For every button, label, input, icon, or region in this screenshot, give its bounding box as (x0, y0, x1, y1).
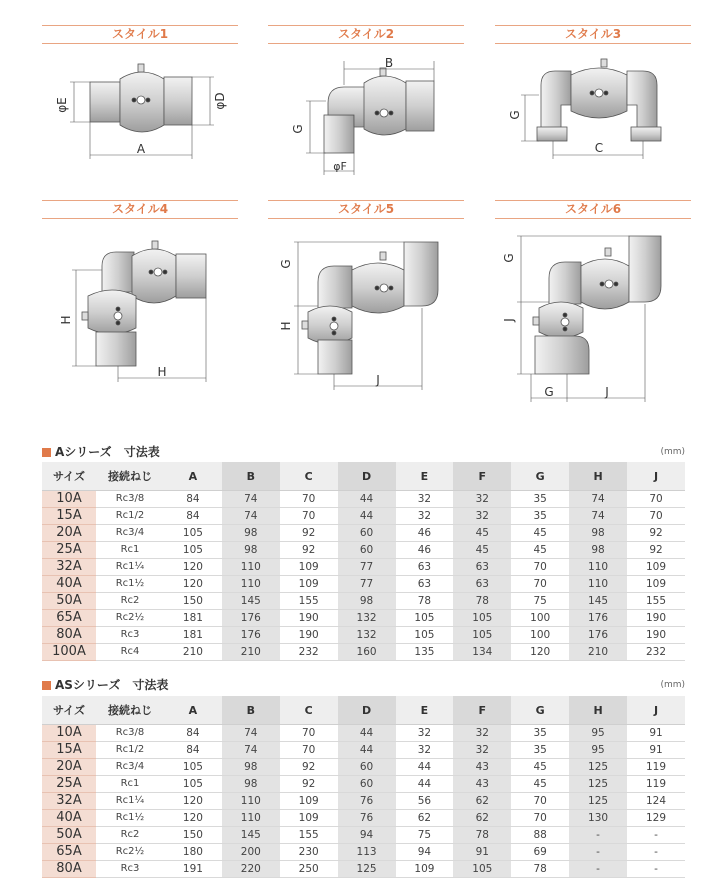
dimension-cell: 110 (222, 810, 280, 827)
dimension-cell: 92 (627, 525, 685, 542)
dimension-cell: 176 (569, 610, 627, 627)
dimension-cell: 98 (222, 776, 280, 793)
dimension-cell: 120 (164, 793, 222, 810)
style-5-label-G: G (279, 259, 293, 269)
thread-cell: Rc3/4 (96, 759, 164, 776)
dimension-cell: 32 (453, 742, 511, 759)
dimension-cell: 124 (627, 793, 685, 810)
dimension-cell: 109 (396, 861, 454, 878)
thread-cell: Rc3/4 (96, 525, 164, 542)
series-as-unit: (mm) (660, 680, 685, 690)
series-as-heading (42, 676, 685, 692)
style-5-header (268, 200, 464, 219)
column-header: サイズ (42, 462, 96, 491)
dimension-cell: 109 (627, 559, 685, 576)
dimension-cell: 35 (511, 742, 569, 759)
dimension-cell: 78 (453, 593, 511, 610)
dimension-cell: 70 (627, 491, 685, 508)
style-5-label-J: J (376, 373, 380, 387)
thread-cell: Rc1 (96, 542, 164, 559)
series-a-table (42, 462, 685, 661)
size-cell: 25A (42, 776, 96, 793)
style-6-header (495, 200, 691, 219)
thread-cell: Rc1½ (96, 810, 164, 827)
style-6-label-G-horizontal: G (544, 385, 554, 399)
table-row (42, 861, 685, 878)
series-as-header-row (42, 696, 685, 725)
dimension-cell: 70 (280, 725, 338, 742)
dimension-cell: 46 (396, 542, 454, 559)
dimension-cell: 45 (511, 776, 569, 793)
thread-cell: Rc1/2 (96, 508, 164, 525)
dimension-cell: 132 (338, 610, 396, 627)
size-cell: 10A (42, 725, 96, 742)
dimension-cell: 60 (338, 525, 396, 542)
dimension-cell: 70 (280, 491, 338, 508)
dimension-cell: 75 (396, 827, 454, 844)
size-cell: 32A (42, 793, 96, 810)
dimension-cell: 105 (453, 610, 511, 627)
dimension-cell: 135 (396, 644, 454, 661)
dimension-cell: 176 (569, 627, 627, 644)
column-header: E (396, 696, 454, 725)
thread-cell: Rc3 (96, 861, 164, 878)
table-row (42, 559, 685, 576)
style-3-header (495, 25, 691, 44)
table-row (42, 542, 685, 559)
table-row (42, 776, 685, 793)
dimension-cell: 145 (569, 593, 627, 610)
dimension-cell: 43 (453, 776, 511, 793)
size-cell: 20A (42, 759, 96, 776)
dimension-cell: 160 (338, 644, 396, 661)
dimension-cell: 78 (511, 861, 569, 878)
column-header: G (511, 696, 569, 725)
thread-cell: Rc1/2 (96, 742, 164, 759)
series-a-unit: (mm) (660, 447, 685, 457)
dimension-cell: 125 (569, 776, 627, 793)
dimension-cell: 92 (280, 776, 338, 793)
dimension-cell: 95 (569, 742, 627, 759)
style-2-label-G: G (291, 124, 305, 134)
size-cell: 65A (42, 610, 96, 627)
table-row (42, 525, 685, 542)
column-header: 接続ねじ (96, 696, 164, 725)
dimension-cell: 210 (164, 644, 222, 661)
column-header: E (396, 462, 454, 491)
table-row (42, 508, 685, 525)
dimension-cell: 132 (338, 627, 396, 644)
dimension-cell: 210 (569, 644, 627, 661)
style-6-label-J-vertical: J (502, 318, 516, 322)
column-header: サイズ (42, 696, 96, 725)
dimension-cell: 91 (627, 742, 685, 759)
dimension-cell: 44 (338, 725, 396, 742)
dimension-cell: 105 (396, 610, 454, 627)
dimension-cell: - (569, 861, 627, 878)
table-row (42, 627, 685, 644)
series-as-body (42, 725, 685, 878)
series-a-title: Aシリーズ 寸法表 (55, 445, 160, 459)
size-cell: 15A (42, 508, 96, 525)
size-cell: 40A (42, 810, 96, 827)
dimension-cell: 45 (511, 759, 569, 776)
dimension-cell: 84 (164, 508, 222, 525)
dimension-cell: 129 (627, 810, 685, 827)
dimension-cell: 113 (338, 844, 396, 861)
dimension-cell: 110 (569, 576, 627, 593)
dimension-cell: 110 (222, 559, 280, 576)
dimension-cell: 145 (222, 593, 280, 610)
dimension-cell: 60 (338, 542, 396, 559)
dimension-cell: 91 (453, 844, 511, 861)
thread-cell: Rc1¼ (96, 793, 164, 810)
style-2-header (268, 25, 464, 44)
size-cell: 25A (42, 542, 96, 559)
column-header: A (164, 696, 222, 725)
column-header: B (222, 462, 280, 491)
dimension-cell: 44 (338, 491, 396, 508)
size-cell: 65A (42, 844, 96, 861)
dimension-cell: 200 (222, 844, 280, 861)
dimension-cell: 84 (164, 725, 222, 742)
dimension-cell: 63 (396, 576, 454, 593)
style-2-label-B: B (384, 56, 394, 70)
dimension-cell: 32 (453, 725, 511, 742)
dimension-cell: 119 (627, 759, 685, 776)
dimension-cell: - (627, 827, 685, 844)
dimension-cell: 70 (511, 810, 569, 827)
dimension-cell: 77 (338, 559, 396, 576)
table-row (42, 742, 685, 759)
dimension-cell: 98 (222, 759, 280, 776)
dimension-cell: 92 (280, 542, 338, 559)
dimension-cell: 190 (627, 610, 685, 627)
dimension-cell: 120 (164, 810, 222, 827)
dimension-cell: 120 (164, 559, 222, 576)
column-header: F (453, 696, 511, 725)
dimension-cell: 76 (338, 793, 396, 810)
dimension-cell: - (569, 827, 627, 844)
dimension-cell: 44 (338, 742, 396, 759)
size-cell: 50A (42, 593, 96, 610)
series-a-heading (42, 443, 685, 459)
series-as-title: ASシリーズ 寸法表 (55, 678, 169, 692)
dimension-cell: 210 (222, 644, 280, 661)
dimension-cell: 232 (280, 644, 338, 661)
style-3-diagram (495, 55, 691, 165)
dimension-cell: 45 (511, 542, 569, 559)
column-header: H (569, 696, 627, 725)
table-row (42, 491, 685, 508)
square-bullet-icon (42, 448, 51, 457)
style-2-title: スタイル2 (337, 27, 395, 41)
thread-cell: Rc3/8 (96, 491, 164, 508)
dimension-cell: 46 (396, 525, 454, 542)
thread-cell: Rc2 (96, 593, 164, 610)
style-4-title: スタイル4 (111, 202, 169, 216)
dimension-cell: 100 (511, 627, 569, 644)
size-cell: 80A (42, 861, 96, 878)
dimension-cell: 70 (627, 508, 685, 525)
column-header: F (453, 462, 511, 491)
dimension-cell: 109 (280, 576, 338, 593)
column-header: D (338, 696, 396, 725)
dimension-cell: 62 (453, 810, 511, 827)
dimension-cell: 220 (222, 861, 280, 878)
dimension-cell: 75 (511, 593, 569, 610)
dimension-cell: 88 (511, 827, 569, 844)
dimension-cell: 44 (338, 508, 396, 525)
thread-cell: Rc3 (96, 627, 164, 644)
dimension-cell: 125 (338, 861, 396, 878)
dimension-cell: 232 (627, 644, 685, 661)
dimension-cell: 74 (222, 491, 280, 508)
style-1-title: スタイル1 (111, 27, 169, 41)
dimension-cell: 109 (280, 810, 338, 827)
size-cell: 32A (42, 559, 96, 576)
dimension-cell: 105 (164, 776, 222, 793)
dimension-cell: 191 (164, 861, 222, 878)
dimension-cell: 56 (396, 793, 454, 810)
dimension-cell: 70 (280, 742, 338, 759)
style-4-label-H-horizontal: H (157, 365, 167, 379)
dimension-cell: 32 (396, 508, 454, 525)
dimension-cell: 125 (569, 759, 627, 776)
dimension-cell: 70 (511, 576, 569, 593)
table-row (42, 827, 685, 844)
dimension-cell: 176 (222, 610, 280, 627)
dimension-cell: 105 (453, 627, 511, 644)
dimension-cell: 181 (164, 627, 222, 644)
dimension-cell: 62 (396, 810, 454, 827)
dimension-cell: 45 (511, 525, 569, 542)
dimension-cell: 98 (569, 525, 627, 542)
style-1-label-phiD: φD (213, 92, 227, 110)
dimension-cell: 70 (511, 793, 569, 810)
dimension-cell: 190 (280, 610, 338, 627)
column-header: J (627, 462, 685, 491)
dimension-cell: 45 (453, 525, 511, 542)
style-5-title: スタイル5 (337, 202, 395, 216)
style-6-diagram (495, 232, 691, 407)
table-row (42, 844, 685, 861)
thread-cell: Rc1½ (96, 576, 164, 593)
style-4-header (42, 200, 238, 219)
column-header: 接続ねじ (96, 462, 164, 491)
table-row (42, 725, 685, 742)
dimension-cell: 105 (453, 861, 511, 878)
style-6-label-G-vertical: G (502, 253, 516, 263)
dimension-cell: - (569, 844, 627, 861)
dimension-cell: 105 (164, 525, 222, 542)
column-header: G (511, 462, 569, 491)
table-row (42, 810, 685, 827)
dimension-cell: 110 (569, 559, 627, 576)
dimension-cell: 84 (164, 491, 222, 508)
dimension-cell: 150 (164, 593, 222, 610)
dimension-cell: 45 (453, 542, 511, 559)
dimension-cell: 32 (453, 491, 511, 508)
dimension-cell: 94 (338, 827, 396, 844)
dimension-cell: 230 (280, 844, 338, 861)
dimension-cell: 180 (164, 844, 222, 861)
column-header: B (222, 696, 280, 725)
square-bullet-icon (42, 681, 51, 690)
thread-cell: Rc1¼ (96, 559, 164, 576)
dimension-cell: 150 (164, 827, 222, 844)
thread-cell: Rc2 (96, 827, 164, 844)
dimension-cell: 100 (511, 610, 569, 627)
dimension-cell: 94 (396, 844, 454, 861)
dimension-cell: 125 (569, 793, 627, 810)
dimension-cell: 43 (453, 759, 511, 776)
dimension-cell: 145 (222, 827, 280, 844)
table-row (42, 793, 685, 810)
column-header: C (280, 696, 338, 725)
style-1-label-A: A (136, 142, 146, 156)
dimension-cell: 44 (396, 759, 454, 776)
dimension-cell: 109 (280, 559, 338, 576)
dimension-cell: 35 (511, 491, 569, 508)
dimension-cell: 109 (280, 793, 338, 810)
table-row (42, 593, 685, 610)
dimension-cell: 92 (280, 759, 338, 776)
dimension-cell: 32 (396, 742, 454, 759)
dimension-cell: 95 (569, 725, 627, 742)
thread-cell: Rc2½ (96, 844, 164, 861)
dimension-cell: - (627, 861, 685, 878)
dimension-cell: 69 (511, 844, 569, 861)
dimension-cell: 105 (396, 627, 454, 644)
style-6-title: スタイル6 (564, 202, 622, 216)
style-1-header (42, 25, 238, 44)
dimension-cell: 74 (222, 725, 280, 742)
dimension-cell: 105 (164, 759, 222, 776)
style-1-label-phiE: φE (55, 97, 69, 113)
column-header: D (338, 462, 396, 491)
style-3-label-C: C (594, 141, 604, 155)
style-1-diagram (42, 55, 238, 165)
thread-cell: Rc4 (96, 644, 164, 661)
dimension-cell: 92 (627, 542, 685, 559)
dimension-cell: 44 (396, 776, 454, 793)
thread-cell: Rc3/8 (96, 725, 164, 742)
dimension-cell: 98 (222, 542, 280, 559)
dimension-cell: 119 (627, 776, 685, 793)
dimension-cell: 60 (338, 776, 396, 793)
dimension-cell: 76 (338, 810, 396, 827)
dimension-cell: 32 (396, 491, 454, 508)
size-cell: 15A (42, 742, 96, 759)
dimension-cell: 110 (222, 576, 280, 593)
dimension-cell: 190 (280, 627, 338, 644)
dimension-cell: 98 (338, 593, 396, 610)
dimension-cell: 120 (511, 644, 569, 661)
thread-cell: Rc2½ (96, 610, 164, 627)
dimension-cell: 35 (511, 725, 569, 742)
dimension-cell: 70 (511, 559, 569, 576)
dimension-cell: 32 (396, 725, 454, 742)
thread-cell: Rc1 (96, 776, 164, 793)
dimension-cell: 77 (338, 576, 396, 593)
size-cell: 50A (42, 827, 96, 844)
dimension-cell: 74 (569, 508, 627, 525)
size-cell: 100A (42, 644, 96, 661)
dimension-cell: 63 (453, 576, 511, 593)
dimension-cell: 84 (164, 742, 222, 759)
dimension-cell: 63 (396, 559, 454, 576)
series-as-table (42, 696, 685, 878)
column-header: J (627, 696, 685, 725)
dimension-cell: 74 (222, 742, 280, 759)
style-3-label-G: G (508, 110, 522, 120)
style-3-title: スタイル3 (564, 27, 622, 41)
style-5-diagram (268, 232, 464, 397)
dimension-cell: 92 (280, 525, 338, 542)
dimension-cell: 91 (627, 725, 685, 742)
series-a-body (42, 491, 685, 661)
dimension-cell: 74 (222, 508, 280, 525)
dimension-cell: 98 (569, 542, 627, 559)
table-row (42, 759, 685, 776)
style-2-diagram (268, 55, 464, 180)
table-row (42, 644, 685, 661)
column-header: A (164, 462, 222, 491)
style-4-label-H-vertical: H (59, 315, 73, 325)
table-row (42, 610, 685, 627)
dimension-cell: 70 (280, 508, 338, 525)
dimension-cell: 60 (338, 759, 396, 776)
dimension-cell: 190 (627, 627, 685, 644)
column-header: H (569, 462, 627, 491)
dimension-cell: 62 (453, 793, 511, 810)
dimension-cell: 250 (280, 861, 338, 878)
dimension-cell: 105 (164, 542, 222, 559)
size-cell: 80A (42, 627, 96, 644)
style-4-diagram (42, 232, 238, 392)
dimension-cell: 110 (222, 793, 280, 810)
dimension-cell: 155 (280, 593, 338, 610)
style-2-label-phiF: φF (333, 160, 347, 173)
dimension-cell: 176 (222, 627, 280, 644)
dimension-cell: 120 (164, 576, 222, 593)
dimension-cell: 32 (453, 508, 511, 525)
dimension-cell: 181 (164, 610, 222, 627)
dimension-cell: 78 (453, 827, 511, 844)
dimension-cell: 134 (453, 644, 511, 661)
column-header: C (280, 462, 338, 491)
table-row (42, 576, 685, 593)
dimension-cell: 109 (627, 576, 685, 593)
series-a-header-row (42, 462, 685, 491)
dimension-cell: 35 (511, 508, 569, 525)
size-cell: 10A (42, 491, 96, 508)
dimension-cell: 63 (453, 559, 511, 576)
style-6-label-J-horizontal: J (605, 385, 609, 399)
dimension-cell: - (627, 844, 685, 861)
size-cell: 40A (42, 576, 96, 593)
dimension-cell: 155 (627, 593, 685, 610)
style-5-label-H: H (279, 321, 293, 331)
dimension-cell: 130 (569, 810, 627, 827)
dimension-cell: 78 (396, 593, 454, 610)
dimension-cell: 98 (222, 525, 280, 542)
size-cell: 20A (42, 525, 96, 542)
dimension-cell: 155 (280, 827, 338, 844)
dimension-cell: 74 (569, 491, 627, 508)
